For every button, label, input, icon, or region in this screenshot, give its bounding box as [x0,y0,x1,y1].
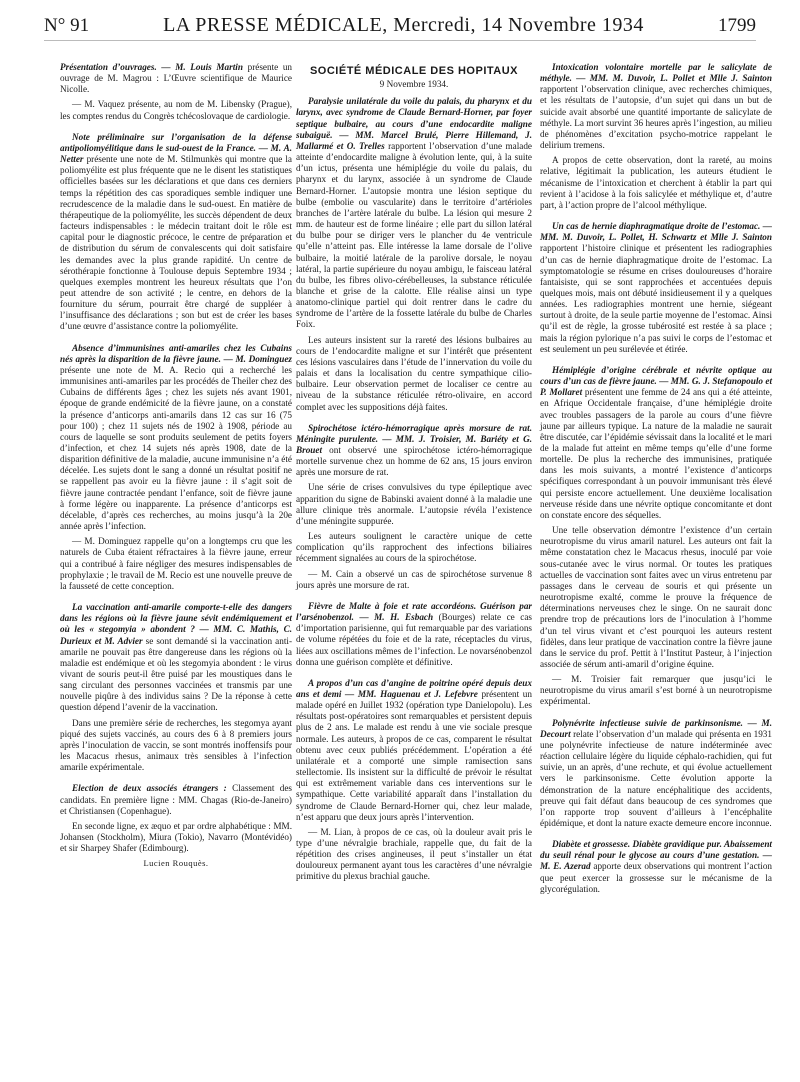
session-date: 9 Novembre 1934. [379,79,449,90]
article-title: A propos d’un cas d’angine de poitrine opéré depuis deux ans et demi — MM. Haguenau et J. Lefebvre [296,677,532,699]
article-body: Une série de crises convulsives du type épileptique avec apparition du signe de Babinski avaient donné à la maladie une allure clinique très anormale. L’autopsie révéla l’existence d’une méningite suppurée. [296,482,532,526]
article-title: La vaccination anti-amarile comporte-t-elle des dangers dans les régions où la fièvre jaune sévit endémiquement et où les « stegomyia » abondent ? — MM. C. Mathis, C. Durieux et M. Advier [60,602,292,646]
column-middle [296,62,532,887]
article-body: Une telle observation démontre l’existence d’un certain neurotropisme du virus amaril naturel. Les auteurs ont fait la même constatation chez le Macacus rhesus, inoculé par voie sous-cutanée avec le virus normal. Or toutes les pratiques actuelles de vaccination sont faites avec un virus entretenu par passages dans le cerveau de souris et qui présente un neurotropisme exalté, comme le prouve la fréquence de déterminations nerveuses chez le singe. On ne saurait donc prendre trop de précautions lors de l’inoculation à l’homme d’un tel virus vivant et c’est pourquoi les auteurs restent fidèles, dans leur pratique de vaccination contre la fièvre jaune dans le service du prof. Pettit à l’Institut Pasteur, à l’injection associée de sérum anti-amaril d’origine équine. [540,525,772,669]
article-body: présente une note de M. Stilmunkès qui montre que la poliomyélite est plus fréquente que ne le disent les statistiques officielles basées sur les déclarations et que dans ces derniers temps la répétition des cas sporadiques semble indiquer une recrudescence de la maladie dans le sud-ouest. En matière de thérapeutique de la poliomyélite, les succès dépendent de deux facteurs indispensables : le médecin traitant doit le rôle est capital pour le diagnostic précoce, le centre de préparation et de distribution du sérum de convalescents qui doit satisfaire les demandes avec la plus grande rapidité. Un centre de sérothérapie fonctionne à Toulouse depuis Septembre 1934 ; quelques exemples montrent les heureux résultats que l’on peut attendre de son activité ; le centre, en dehors de la fourniture du sérum, pourrait être chargé de suppléer à l’insuffisance des déclarations ; son but est de créer les bases d’une œuvre d’assistance contre la poliomyélite. [60,154,293,332]
article-body: Dans une première série de recherches, les stegomya ayant piqué des sujets vaccinés, au cours des 6 à 8 premiers jours après l’inoculation de vaccin, se sont montrés inoffensifs pour les Macacus rhesus, animaux très sensibles à l’infection amarile expérimentale. [60,717,292,773]
article-body: — M. Troisier fait remarquer que jusqu’ici le neurotropisme du virus amaril s’est borné à un neurotropisme expérimental. [540,674,772,707]
folio: 1799 [718,15,756,36]
article-body: rapportent l’observation clinique, avec recherches chimiques, et les résultats de l’autopsie, d’un sujet qui dans un but de suicide avait absorbé une quantité importante de salicylate de méthyle. La mort survint 36 heures après l’ingestion, au milieu de phénomènes d’excitation psycho-motrice rappelant le delirium tremens. [540,84,772,151]
article-body: — M. Dominguez rappelle qu’on a longtemps cru que les naturels de Cuba étaient réfractaires à la fièvre jaune, erreur qui a contribué à faire négliger des mesures indispensables de prophylaxie ; le travail de M. Recio est une nouvelle preuve de la fausseté de cette conception. [60,536,292,591]
article-body: Classement des candidats. En première ligne : MM. Chagas (Rio-de-Janeiro) et Christiansen (Copenhague). [60,783,292,816]
article-body: rapportent l’observation d’une malade atteinte d’endocardite maligne à évolution lente, qui, à la suite d’un ictus, présenta une hémiplégie du voile du palais, du pharynx et du larynx, associée à un syndrome de Claude Bernard-Horner. L’autopsie montra une lésion septique du bulbe (embolie ou vascularite) dans le territoire d’artérioles branches de l’artère latérale du bulbe. La lésion qui mesure 2 mm. de hauteur est de forme linéaire ; elle part du sillon latéral du bulbe pour se diriger vers le plancher du 4e ventricule qu’elle n’atteint pas. Elle intéresse la lame dorsale de l’olive bulbaire, la moitié latérale de la parolive dorsale, le noyau latéral, la partie supérieure du noyau ambigu, le faisceau latéral du bulbe, les fibres olivo-cérébelleuses, la substance réticulée blanche et grise de la calotte. Elle réalise ainsi un type anatomo-clinique partiel qui doit rentrer dans le cadre du syndrome de l’artère de la fossette latérale du bulbe de Charles Foix. [296,140,532,330]
article-body: présentent un malade opéré en Juillet 1932 (opération type Danielopolu). Les résultats post-opératoires sont remarquables et persistent depuis plus de 2 ans. Le malade est rendu à une vie sociale presque normale. Les auteurs, à propos de ce cas, comparent le résultat obtenu avec ceux publiés précédemment. L’opération a été unilatérale et a comporté une simple ramisection sans stellectomie. Ils insistent sur la difficulté de prévoir le résultat qui est extrêmement variable dans ces interventions sur le sympathique. Cette variabilité apparaît dans l’installation du syndrome de Claude Bernard-Horner qui, chez leur malade, n’est apparu que deux jours après l’intervention. [296,688,532,822]
article-body: présente une note de M. A. Recio qui a recherché les immunisines anti-amariles par les procédés de Theiler chez des Cubains de différents âges ; chez les sujets nés avant 1901, époque de grande endémicité de la fièvre jaune, on a constaté la présence d’anticorps anti-amarils dans 12 cas sur 16 (75 pour 100) ; chez 11 sujets nés de 1902 à 1908, période au cours de laquelle se sont produits seulement de petits foyers d’infection, et chez 14 sujets nés après 1908, date de la disparition définitive de la maladie, aucune immunisine n’a été décelée. Les sujets dont le sang a donné un résultat positif ne se rappellent pas avoir eu la fièvre jaune : il s’agit soit de fièvre jaune contractée pendant l’enfance, soit de fièvre jaune à forme légère ou inapparente. La présence d’anticorps est décelable, d’après ces recherches, au moins jusqu’à la 20e année après l’infection. [60,364,292,532]
article-body: Les auteurs soulignent le caractère unique de cette complication qu’ils rapprochent des infections biliaires récemment signalées au cours de la spirochétose. [296,531,532,564]
article-title: Spirochétose ictéro-hémorragique après morsure de rat. Méningite purulente. — MM. J. Troisier, M. Bariéty et G. Brouet [296,422,532,455]
article-body: En seconde ligne, ex æquo et par ordre alphabétique : MM. Johansen (Stockholm), Miura (Tokio), Navarro (Montévidéo) et sir Sharpey Shafer (Edimbourg). [60,820,292,854]
article-body: ont observé une spirochétose ictéro-hémorragique mortelle survenue chez un homme de 62 ans, 15 jours environ après une morsure de rat. [296,445,532,478]
article-title: Intoxication volontaire mortelle par le salicylate de méthyle. — MM. M. Duvoir, L. Pollet et Mlle J. Sainton [540,62,772,84]
column-right [540,62,772,899]
article-body: apporte deux observations qui montrent l’action que peut exercer la grossesse sur le mécanisme de la glycorégulation. [540,861,773,894]
publication-title: LA PRESSE MÉDICALE, Mercredi, 14 Novembre 1934 [163,14,644,36]
article-body: (Bourges) relate ce cas d’importation parisienne, qui fut remarquable par des variations de volume répétées du foie et de la rate, réceptacles du virus, liées aux oscillations mêmes de l’infection. Le novarsénobenzol donna une guérison complète et définitive. [296,612,532,667]
article-title: Election de deux associés étrangers : [72,783,227,794]
article-title: Hémiplégie d’origine cérébrale et névrite optique au cours d’un cas de fièvre jaune. — MM. G. J. Stefanopoulo et P. Mollaret [540,364,772,398]
article-title: Fièvre de Malte à foie et rate accordéons. Guérison par l’arsénobenzol. — M. H. Esbach [296,600,532,623]
article-body: présentent une femme de 24 ans qui a été atteinte, en Afrique Occidentale française, d’une hémiplégie droite avec troubles passagers de la parole au cours d’une fièvre jaune par ailleurs typique. La nature de la maladie ne saurait être discutée, car l’épidémie sévissait dans la localité et le mari de la malade fut atteint en même temps qu’elle d’une forme mortelle. De plus la recherche des immunisines, pratiquée dans les mois suivants, a montré l’existence d’anticorps spécifiques correspondant à un pouvoir immunisant très élevé qui persiste encore actuellement. Une deuxième localisation nerveuse réside dans une névrite optique concomitante et dont on constate encore des séquelles. [540,387,773,520]
article-body: — M. Vaquez présente, au nom de M. Libensky (Prague), les comptes rendus du Congrès tchécoslovaque de cardiologie. [60,99,292,121]
article-title: Un cas de hernie diaphragmatique droite de l’estomac. — MM. M. Duvoir, L. Pollet, H. Schwartz et Mlle J. Sainton [540,221,772,243]
article-title: Paralysie unilatérale du voile du palais, du pharynx et du larynx, avec syndrome de Claude Bernard-Horner, par foyer septique bulbaire, au cours d’une endocardite maligne subaiguë. — MM. Marcel Brulé, Pierre Hillemand, J. Mallarmé et O. Trelles [296,96,532,151]
article-title: Diabète et grossesse. Diabète gravidique pur. Abaissement du seuil rénal pour le glycose au cours d’une gestation. — M. E. Azerad [540,839,772,872]
article-body: présente un ouvrage de M. Magrou : L’Œuvre scientifique de Maurice Nicolle. [60,62,293,95]
article-body: se sont demandé si la vaccination anti-amarile ne pouvait pas être dangereuse dans les régions où la maladie est endémique et où les stegomyia abondent : le virus vivant de souris peut-il être puisé par les moustiques dans le sang circulant des personnes vaccinées et transmis par une nouvelle piqûre à des individus sains ? De la réponse à cette question dépend l’avenir de la vaccination. [60,635,293,713]
page-number: N° 91 [44,15,90,36]
article-title: Note préliminaire sur l’organisation de la défense antipoliomyélitique dans le sud-ouest de la France. — M. A. Netter [60,131,292,165]
section-heading: SOCIÉTÉ MÉDICALE DES HOPITAUX [309,65,519,77]
article-body: — M. Lian, à propos de ce cas, où la douleur avait pris le type d’une névralgie brachiale, rappelle que, du fait de la répétition des crises angineuses, il peut s’installer un état douloureux permanent ayant tous les caractères d’une névralgie primitive du plexus brachial gauche. [296,826,532,882]
article-title: Polynévrite infectieuse suivie de parkinsonisme. — M. Decourt [540,717,772,739]
page-header [44,14,756,41]
article-body: A propos de cette observation, dont la rareté, au moins relative, légitimait la publication, les auteurs étudient le mécanisme de l’intoxication et cherchent à établir la part qui revient à l’acidose à la fois salicylée et méthylique et, d’autre part, à l’action propre de l’alcool méthylique. [540,155,772,210]
article-body: rapportent l’histoire clinique et présentent les radiographies d’un cas de hernie diaphragmatique droite de l’estomac. La symptomatologie se résume en crises douloureuses d’horaire fantaisiste, qui se sont rapprochées et accentuées depuis quelques mois, mais ont débuté insidieusement il y a quelques années. Les radiographies montrent une hernie, siégeant surtout à droite, de la seule partie moyenne de l’estomac. Ainsi qu’il est de règle, la grosse tubérosité est restée à sa place ; mais la région pylorique n’a pas suivi le corps de l’estomac et est seulement un peu surélevée et étirée. [540,243,772,354]
author-signature: Lucien Rouquès. [143,858,209,869]
article-title: Absence d’immunisines anti-amariles chez les Cubains nés après la disparition de la fièvre jaune. — M. Dominguez [60,342,292,364]
article-body: relate l’observation d’un malade qui présenta en 1931 une polynévrite infectieuse de nature indéterminée avec réaction cellulaire légère du liquide céphalo-rachidien, qui fut suivie, un an après, d’une rechute, et qui évolue actuellement vers le parkinsonisme. Cette évolution apporte la démonstration de la nature encéphalitique des accidents, preuve qui fait défaut dans beaucoup de ces syndromes que l’on rapporte trop souvent d’ailleurs à l’encéphalite épidémique, et dont la nature exacte demeure encore inconnue. [540,728,772,828]
column-left [60,62,292,869]
article-body: — M. Cain a observé un cas de spirochétose survenue 8 jours après une morsure de rat. [296,568,532,590]
article-title: Présentation d’ouvrages. — M. Louis Martin [60,62,243,72]
article-body: Les auteurs insistent sur la rareté des lésions bulbaires au cours de l’endocardite maligne et sur l’intérêt que présentent ces lésions vasculaires dans l’étude de l’innervation du voile du palais et dans la localisation du centre sympathique cilio-bulbaire. Leur observation permet de localiser ce centre au niveau de la substance réticulée rétro-olivaire, en accord complet avec les suppositions déjà faites. [296,334,532,412]
